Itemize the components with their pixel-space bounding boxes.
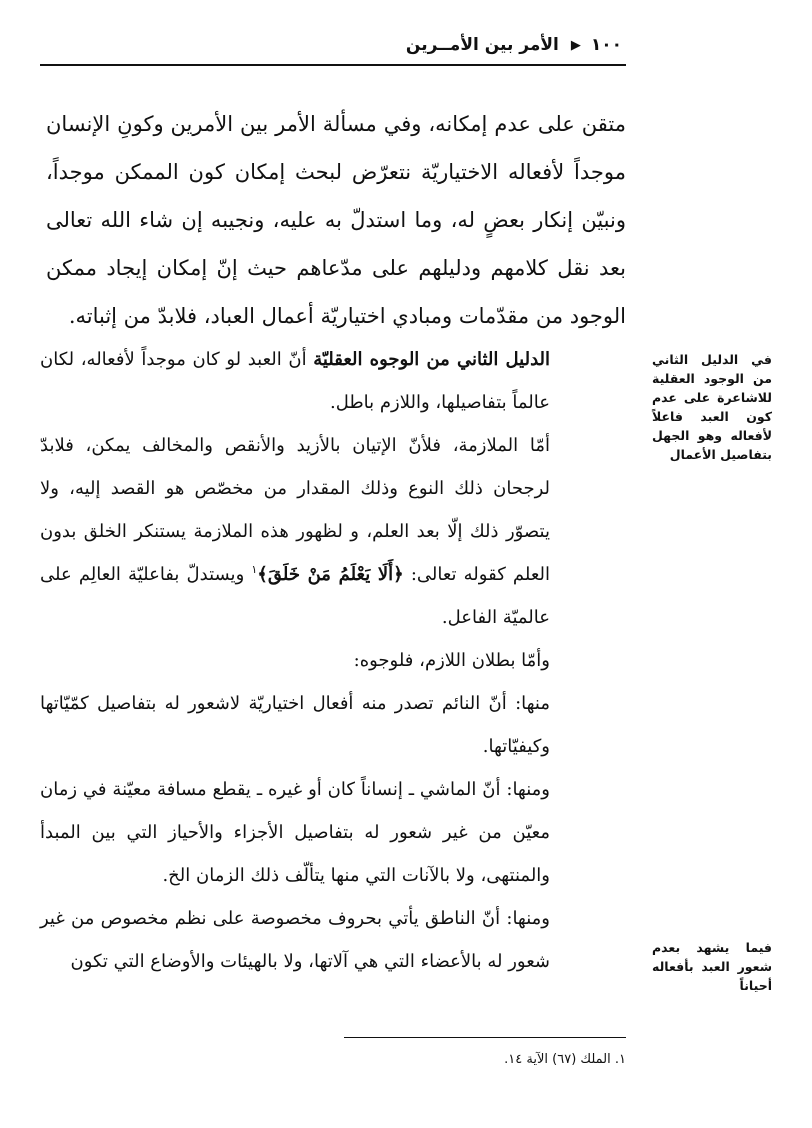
footnote: ١. الملك (٦٧) الآية ١٤.	[504, 1052, 626, 1067]
footnote-rule	[344, 1037, 626, 1038]
header-rule	[40, 64, 626, 66]
side-note-2: فيما يشهد بعدم شعور العبد بأفعاله أحياناً	[652, 940, 772, 993]
paragraph-1-lead: الدليل الثاني من الوجوه العقليّة	[313, 349, 550, 370]
running-title: الأمر بين الأمــرين	[405, 35, 559, 55]
intro-text: متقن على عدم إمكانه، وفي مسألة الأمر بين الأمرين وكونِ الإنسان موجداً لأفعاله الاختياريّة نتعرّض لبحث إمكان كون الممكن موجداً، ونبيّن إنكار بعضٍ له، وما استدلّ به عليه، ونجيبه إن شاء الله تعالى بعد نقل كلامهم ودليلهم على مدّعاهم حيث إنّ إمكان إيجاد ممكن الوجود من مقدّمات ومبادي اختياريّة أعمال العباد، فلابدّ من إثباته.	[46, 112, 626, 328]
paragraph-2	[40, 424, 550, 639]
paragraph-2-text-a: أمّا الملازمة، فلأنّ الإتيان بالأزيد والأنقص والمخالف يمكن، فلابدّ لرجحان ذلك النوع وذلك المقدار من مخصّص هو القصد إليه، ولا يتصوّر ذلك إلّا بعد العلم، و لظهور هذه الملازمة يستنكر الخلق بدون العلم كقوله تعالى:	[40, 435, 550, 585]
triangle-marker-icon: ▶	[570, 37, 581, 53]
main-column	[40, 338, 550, 983]
paragraph-4: منها: أنّ النائم تصدر منه أفعال اختياريّة لاشعور له بتفاصيل كمّيّاتها وكيفيّاتها.	[40, 693, 550, 757]
running-header	[187, 30, 622, 60]
paragraph-1-text: أنّ العبد لو كان موجداً لأفعاله، لكان عالماً بتفاصيلها، واللازم باطل.	[40, 349, 550, 413]
footnote-reference: ١	[251, 563, 258, 576]
paragraph-2-text-b: ويستدلّ بفاعليّة العالِم على عالميّة الفاعل.	[40, 564, 550, 628]
side-note-1: في الدليل الثاني من الوجود العقلية للاشاعرة على عدم كون العبد فاعلاً لأفعاله وهو الجهل بتفاصيل الأعمال	[652, 352, 772, 462]
paragraph-1	[40, 338, 550, 424]
paragraph-5: ومنها: أنّ الماشي ـ إنساناً كان أو غيره ـ يقطع مسافة معيّنة في زمان معيّن من غير شعور له بتفاصيل الأجزاء والأحياز التي بين المبدأ والمنتهى، ولا بالآنات التي منها يتألّف ذلك الزمان الخ.	[40, 779, 550, 886]
page-number: ١٠٠	[590, 35, 622, 55]
intro-paragraph	[46, 100, 626, 340]
paragraph-3: وأمّا بطلان اللازم، فلوجوه:	[353, 650, 550, 671]
quran-quote: ﴿أَلَا يَعْلَمُ مَنْ خَلَقَ﴾	[257, 564, 404, 585]
paragraph-6: ومنها: أنّ الناطق يأتي بحروف مخصوصة على نظم مخصوص من غير شعور له بالأعضاء التي هي آلاتها، ولا بالهيئات والأوضاع التي تكون	[40, 908, 550, 972]
